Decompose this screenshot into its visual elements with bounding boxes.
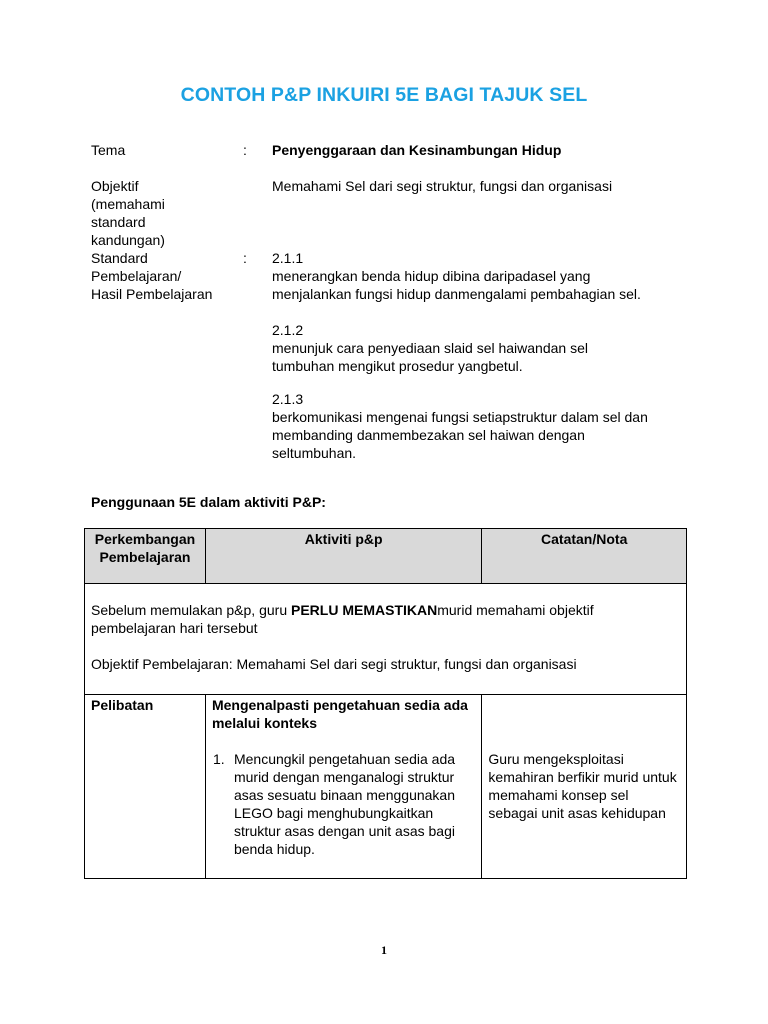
objektif-label-line: standard — [91, 214, 146, 230]
intro-row — [85, 584, 687, 695]
page-number: 1 — [381, 943, 387, 957]
standard-code: 2.1.3 — [272, 391, 304, 407]
standard-text-line: tumbuhan mengikut prosedur yangbetul. — [272, 358, 523, 374]
standard-2-1-3 — [272, 390, 692, 462]
stage-cell: Pelibatan — [85, 695, 206, 879]
intro-text — [91, 601, 680, 637]
intro-cell — [85, 584, 687, 695]
activity-item-number: 1. — [212, 751, 225, 767]
objektif-label-line: Objektif — [91, 178, 139, 194]
standard-text-line: menerangkan benda hidup dibina daripadasel yang — [272, 268, 591, 284]
standard-code: 2.1.2 — [272, 322, 304, 338]
header-catatan: Catatan/Nota — [482, 529, 687, 584]
objektif-label-line: kandungan) — [91, 232, 165, 248]
standard-2-1-1 — [272, 249, 692, 303]
intro-emphasis: PERLU MEMASTIKAN — [291, 602, 438, 618]
standard-label-line: Standard — [91, 250, 148, 266]
tema-label: Tema — [91, 142, 126, 158]
table-row — [85, 695, 687, 879]
objektif-value: Memahami Sel dari segi struktur, fungsi dan organisasi — [272, 178, 613, 194]
activity-item — [212, 750, 475, 858]
standard-text-line: berkomunikasi mengenai fungsi setiapstruktur dalam sel dan — [272, 409, 648, 425]
standard-colon: : — [243, 250, 247, 266]
activity-table — [84, 528, 687, 879]
intro-before: Sebelum memulakan p&p, guru — [91, 602, 291, 618]
section-heading: Penggunaan 5E dalam aktiviti P&P: — [91, 494, 326, 510]
header-perkembangan: Perkembangan Pembelajaran — [85, 529, 206, 584]
standard-2-1-2 — [272, 321, 692, 375]
standard-label — [91, 249, 212, 303]
intro-after: murid memahami objektif pembelajaran hari tersebut — [91, 602, 594, 636]
standard-text-line: menunjuk cara penyediaan slaid sel haiwandan sel — [272, 340, 588, 356]
standard-text-line: seltumbuhan. — [272, 445, 357, 461]
document-title: CONTOH P&P INKUIRI 5E BAGI TAJUK SEL — [180, 84, 588, 106]
standard-text-line: menjalankan fungsi hidup danmengalami pembahagian sel. — [272, 286, 641, 302]
note-cell — [482, 695, 687, 879]
standard-label-line: Pembelajaran/ — [91, 268, 182, 284]
header-aktiviti: Aktiviti p&p — [205, 529, 481, 584]
standard-code: 2.1.1 — [272, 250, 304, 266]
standard-text-line: membanding danmembezakan sel haiwan dengan — [272, 427, 585, 443]
activity-heading: Mengenalpasti pengetahuan sedia ada melalui konteks — [211, 697, 468, 731]
objektif-label-line: (memahami — [91, 196, 165, 212]
activity-item-text: Mencungkil pengetahuan sedia ada murid dengan menganalogi struktur asas sesuatu binaan menggunakan LEGO bagi menghubungkaitkan struktur asas dengan unit asas bagi benda hidup. — [233, 751, 456, 857]
note-text: Guru mengeksploitasi kemahiran berfikir murid untuk memahami konsep sel sebagai unit asas kehidupan — [488, 751, 677, 821]
standard-label-line: Hasil Pembelajaran — [91, 286, 213, 302]
tema-colon: : — [243, 142, 247, 158]
tema-value: Penyenggaraan dan Kesinambungan Hidup — [272, 142, 562, 158]
activity-cell — [205, 695, 481, 879]
objektif-label — [91, 177, 165, 249]
intro-objective: Objektif Pembelajaran: Memahami Sel dari segi struktur, fungsi dan organisasi — [91, 656, 577, 672]
table-header-row — [85, 529, 687, 584]
